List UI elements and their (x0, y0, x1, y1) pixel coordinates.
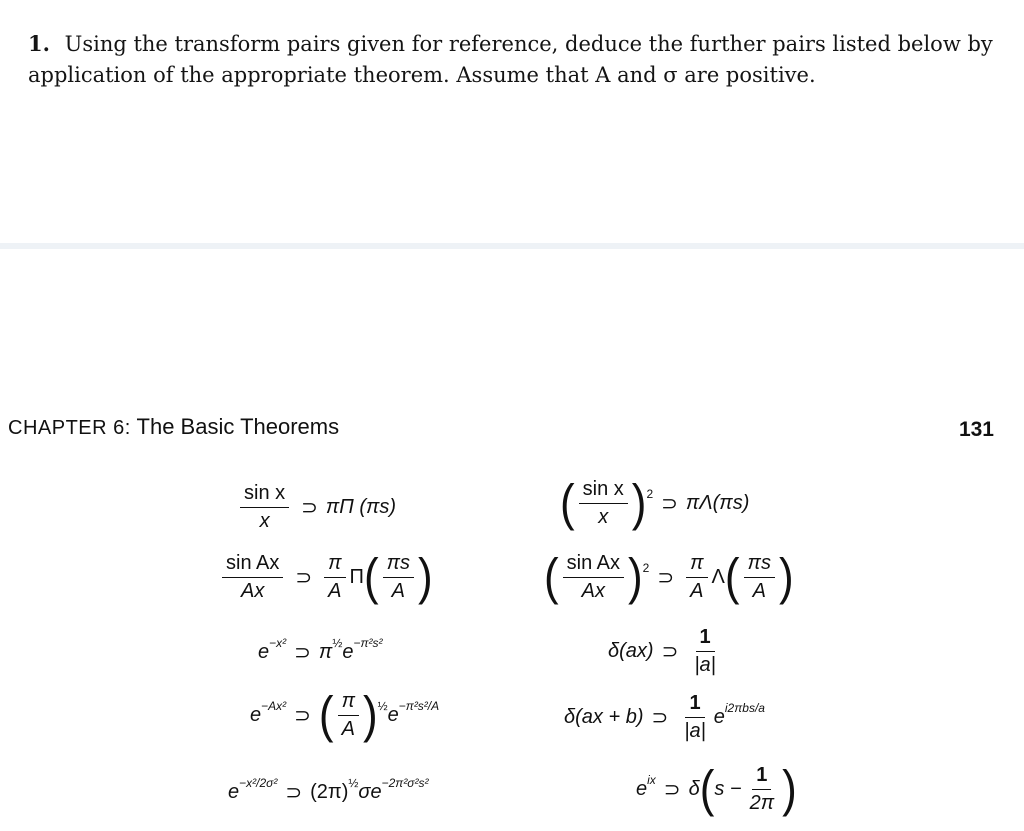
rhs-numerator: 1 (685, 692, 704, 718)
rhs-sigma-exp-base: σe (358, 781, 382, 803)
rhs-function: δ (688, 778, 700, 800)
implies-symbol: ⊃ (663, 779, 681, 801)
rhs-exp-power: −π²s² (353, 635, 383, 650)
rhs-numerator: 1 (696, 626, 715, 652)
pair-sinc-squared: ( $\frac{\text{sin x}}{x}$ ) 2 ⊃ πΛ(πs) (560, 474, 750, 532)
rhs-expression: πΠ (πs) (325, 496, 397, 518)
arg-denominator: A (752, 580, 766, 602)
rhs-exp-power: −π²s²/A (398, 698, 440, 713)
lhs-numerator: sin x (579, 478, 628, 504)
lhs-fraction (240, 482, 289, 533)
lhs-denominator: Ax (241, 580, 265, 602)
implies-symbol: ⊃ (661, 641, 679, 663)
lhs-base: e (228, 781, 240, 803)
pair-gaussian-scaled: e −Ax² ⊃ ( $\frac{\pi}{A}$ ) ½ e −π²s²/A (250, 686, 440, 744)
rhs-power: ½ (348, 775, 359, 790)
rhs-exp-power: −2π²σ²s² (381, 775, 429, 790)
rhs-exponent: ½ (332, 635, 343, 650)
pair-gaussian (258, 635, 383, 665)
rhs-fraction (338, 690, 359, 741)
coef-numerator: π (686, 552, 707, 578)
arg-denominator: A (391, 580, 406, 602)
rhs-fraction (746, 764, 779, 815)
lhs-expression: δ(ax) (608, 640, 654, 662)
rhs-s: s − (714, 778, 742, 800)
implies-symbol: ⊃ (657, 567, 675, 589)
lhs-exponent: ix (647, 772, 656, 787)
pair-sinc-scaled: $\frac{\text{sin Ax}}{Ax}$ ⊃ $\frac{\pi}{A}$ Π ( $\frac{\pi s}{A}$ ) (218, 552, 433, 603)
rhs-denominator: 2π (749, 792, 775, 814)
lhs-fraction (579, 478, 628, 529)
lhs-denominator: x (598, 506, 609, 528)
implies-symbol: ⊃ (651, 707, 669, 729)
coef-numerator: π (324, 552, 345, 578)
rhs-exp-base: e (342, 641, 354, 663)
rhs-coefficient (324, 552, 345, 603)
rhs-fraction (680, 692, 710, 743)
page-divider (0, 243, 1024, 249)
rhs-exp-base: e (713, 706, 725, 728)
rhs-coefficient (686, 552, 707, 603)
implies-symbol: ⊃ (661, 493, 678, 515)
implies-symbol: ⊃ (294, 705, 311, 727)
lhs-base: e (258, 641, 270, 663)
rhs-function: Λ (711, 566, 725, 588)
rhs-denominator: A (341, 718, 355, 740)
lhs-denominator: Ax (581, 580, 605, 602)
rhs-coefficient: (2π) (310, 781, 349, 803)
implies-symbol: ⊃ (295, 567, 313, 589)
rhs-denominator: |a| (694, 654, 716, 676)
lhs-numerator: sin Ax (563, 552, 624, 578)
lhs-fraction (222, 552, 283, 603)
coef-denominator: A (690, 580, 704, 602)
rhs-base: π (318, 641, 333, 663)
problem-number: 1. (28, 31, 50, 56)
rhs-argument (744, 552, 775, 603)
lhs-exponent: −x² (269, 635, 287, 650)
rhs-function: Π (349, 566, 364, 588)
rhs-numerator: 1 (752, 764, 771, 790)
problem-text: Using the transform pairs given for reference, deduce the further pairs listed below by application of the appropriate theorem. Assume that A and σ are positive. (28, 32, 993, 87)
lhs-base: e (250, 704, 262, 726)
lhs-fraction (563, 552, 624, 603)
lhs-numerator: sin x (240, 482, 289, 508)
lhs-exponent: −Ax² (261, 698, 287, 713)
pair-delta (608, 626, 724, 677)
lhs-exponent: 2 (642, 560, 650, 575)
rhs-exp-base: e (387, 704, 399, 726)
implies-symbol: ⊃ (285, 782, 303, 804)
lhs-denominator: x (259, 510, 270, 532)
problem-statement (28, 28, 1008, 91)
pair-sinc-scaled-squared: ( $\frac{\text{sin Ax}}{Ax}$ ) 2 ⊃ $\frac{\pi}{A}$ Λ ( $\frac{\pi s}{A}$ ) (544, 548, 794, 606)
chapter-title: The Basic Theorems (136, 414, 340, 439)
implies-symbol: ⊃ (294, 642, 311, 664)
rhs-numerator: π (338, 690, 359, 716)
pair-gaussian-sigma (228, 775, 429, 805)
chapter-label: CHAPTER 6: (8, 417, 131, 439)
lhs-exponent: −x²/2σ² (239, 775, 278, 790)
rhs-power: ½ (377, 698, 388, 713)
rhs-argument (383, 552, 414, 603)
rhs-expression: πΛ(πs) (685, 492, 750, 514)
lhs-base: e (636, 778, 648, 800)
lhs-expression: δ(ax + b) (564, 706, 644, 728)
pair-complex-exponential: e ix ⊃ δ ( s − $\frac{1}{2\pi}$ ) (636, 760, 797, 818)
lhs-numerator: sin Ax (222, 552, 283, 578)
coef-denominator: A (328, 580, 342, 602)
arg-numerator: πs (744, 552, 775, 578)
pair-sinc (236, 482, 396, 533)
rhs-exp-power: i2πbs/a (724, 700, 765, 715)
arg-numerator: πs (383, 552, 414, 578)
rhs-fraction (690, 626, 720, 677)
page-number: 131 (958, 418, 994, 441)
chapter-header (8, 414, 339, 440)
pair-delta-shifted (564, 692, 765, 743)
implies-symbol: ⊃ (301, 497, 318, 519)
rhs-denominator: |a| (684, 720, 706, 742)
lhs-exponent: 2 (646, 486, 654, 501)
